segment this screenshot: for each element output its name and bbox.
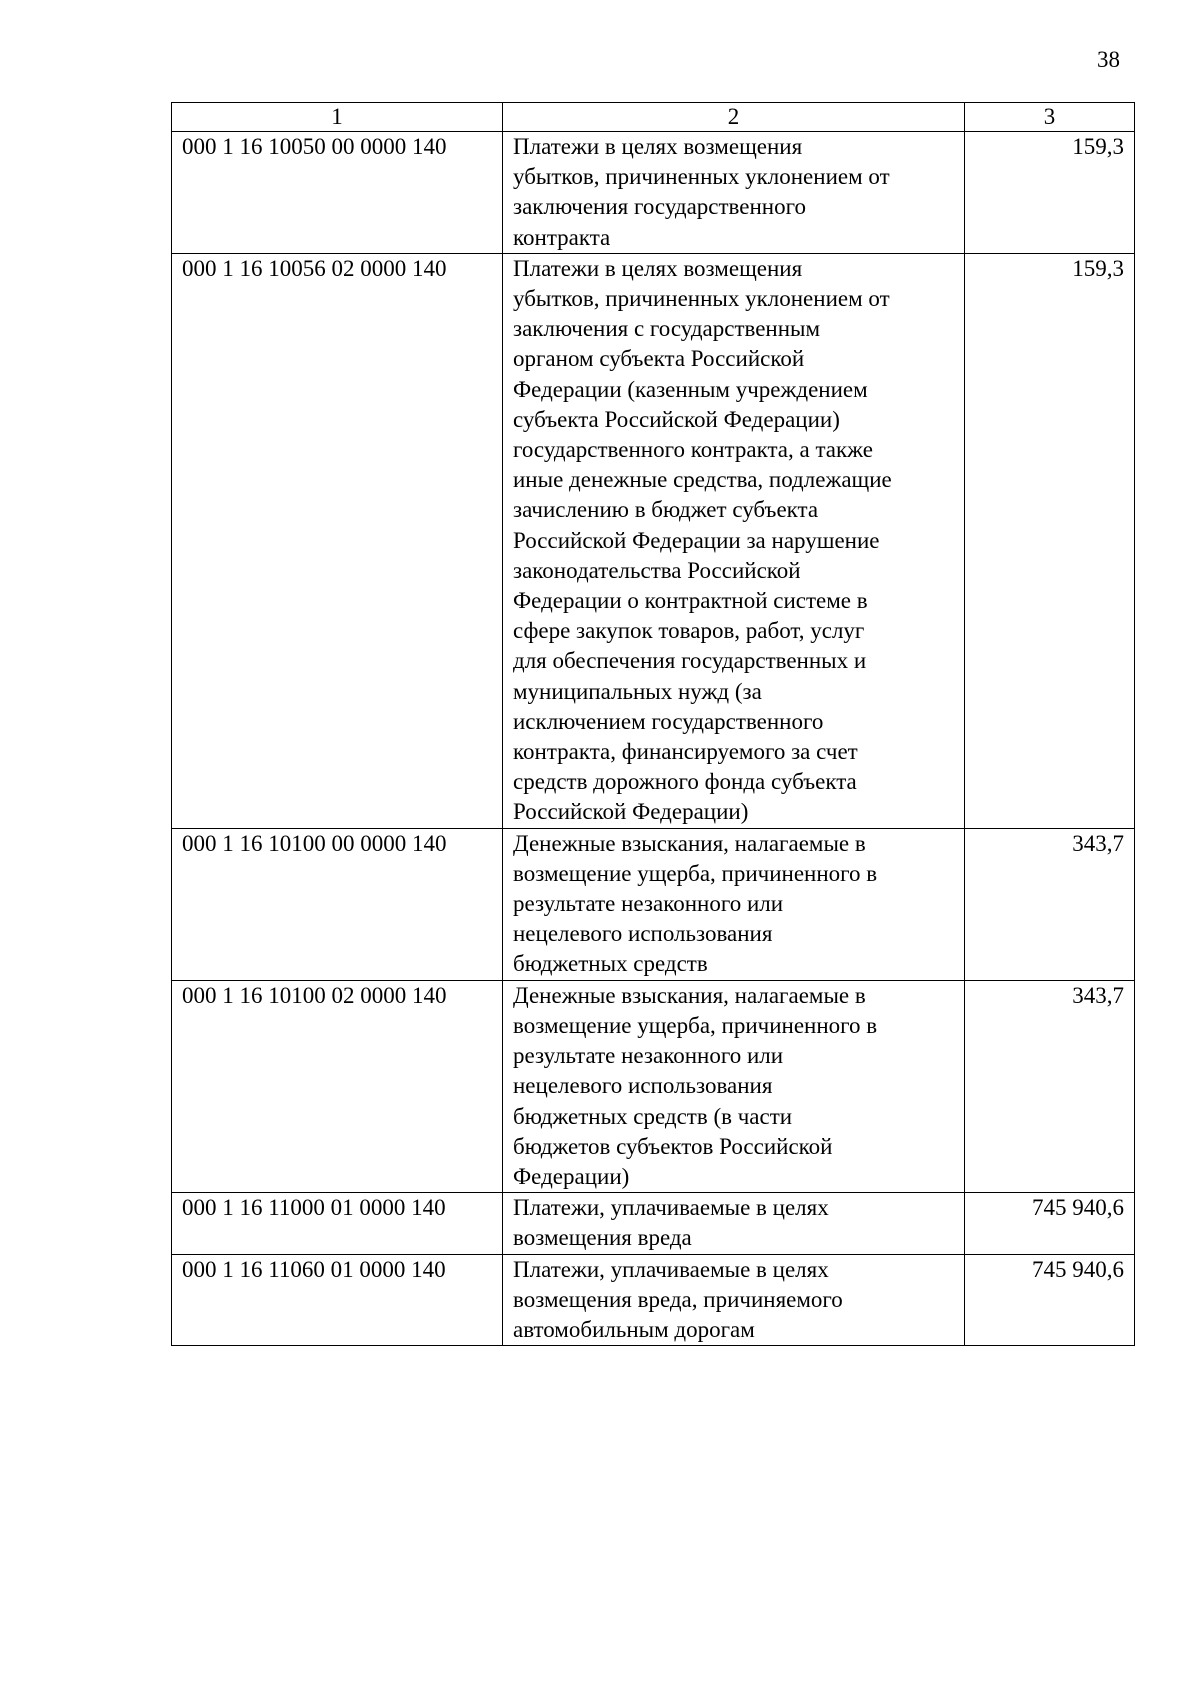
code-cell: 000 1 16 10100 02 0000 140 bbox=[172, 980, 503, 1192]
description-line: результате незаконного или bbox=[513, 1043, 784, 1069]
description-line: Платежи в целях возмещения bbox=[513, 255, 803, 281]
description-line: убытков, причиненных уклонением от bbox=[513, 286, 890, 312]
description-line: возмещение ущерба, причиненного в bbox=[513, 1012, 878, 1038]
table-row bbox=[172, 132, 1135, 254]
description-cell bbox=[503, 828, 965, 980]
amount-cell: 159,3 bbox=[965, 253, 1135, 828]
table-row bbox=[172, 828, 1135, 980]
header-column-2: 2 bbox=[503, 103, 965, 132]
description-line: контракта bbox=[513, 224, 611, 250]
description-line: сфере закупок товаров, работ, услуг bbox=[513, 618, 865, 644]
description-line: автомобильным дорогам bbox=[513, 1316, 755, 1342]
description-line: органом субъекта Российской bbox=[513, 346, 805, 372]
description-line: Федерации) bbox=[513, 1163, 630, 1189]
description-cell bbox=[503, 1193, 965, 1254]
description-line: исключением государственного bbox=[513, 708, 824, 734]
table-row bbox=[172, 253, 1135, 828]
description-line: возмещение ущерба, причиненного в bbox=[513, 860, 878, 886]
description-line: Денежные взыскания, налагаемые в bbox=[513, 830, 866, 856]
description-line: бюджетных средств (в части bbox=[513, 1103, 793, 1129]
header-row bbox=[172, 103, 1135, 132]
description-line: заключения с государственным bbox=[513, 316, 821, 342]
description-line: убытков, причиненных уклонением от bbox=[513, 164, 890, 190]
description-line: субъекта Российской Федерации) bbox=[513, 406, 840, 432]
description-line: Платежи, уплачиваемые в целях bbox=[513, 1256, 829, 1282]
description-line: Российской Федерации) bbox=[513, 799, 749, 825]
code-cell: 000 1 16 10050 00 0000 140 bbox=[172, 132, 503, 254]
description-line: бюджетов субъектов Российской bbox=[513, 1133, 833, 1159]
amount-cell: 745 940,6 bbox=[965, 1254, 1135, 1346]
description-line: нецелевого использования bbox=[513, 1073, 773, 1099]
description-line: бюджетных средств bbox=[513, 951, 708, 977]
amount-cell: 343,7 bbox=[965, 980, 1135, 1192]
amount-cell: 343,7 bbox=[965, 828, 1135, 980]
description-line: Федерации (казенным учреждением bbox=[513, 376, 868, 402]
amount-cell: 745 940,6 bbox=[965, 1193, 1135, 1254]
description-line: возмещения вреда bbox=[513, 1225, 692, 1251]
budget-table bbox=[171, 102, 1135, 1346]
code-cell: 000 1 16 10100 00 0000 140 bbox=[172, 828, 503, 980]
description-cell bbox=[503, 1254, 965, 1346]
description-line: иные денежные средства, подлежащие bbox=[513, 467, 892, 493]
header-column-1: 1 bbox=[172, 103, 503, 132]
description-line: Федерации о контрактной системе в bbox=[513, 588, 868, 614]
description-line: средств дорожного фонда субъекта bbox=[513, 769, 857, 795]
table-row bbox=[172, 980, 1135, 1192]
description-cell bbox=[503, 132, 965, 254]
table-row bbox=[172, 1254, 1135, 1346]
code-cell: 000 1 16 11000 01 0000 140 bbox=[172, 1193, 503, 1254]
description-cell bbox=[503, 253, 965, 828]
description-line: Денежные взыскания, налагаемые в bbox=[513, 982, 866, 1008]
description-line: зачислению в бюджет субъекта bbox=[513, 497, 819, 523]
description-line: возмещения вреда, причиняемого bbox=[513, 1286, 843, 1312]
header-column-3: 3 bbox=[965, 103, 1135, 132]
code-cell: 000 1 16 10056 02 0000 140 bbox=[172, 253, 503, 828]
page-number: 38 bbox=[1097, 47, 1120, 72]
description-line: законодательства Российской bbox=[513, 557, 801, 583]
amount-cell: 159,3 bbox=[965, 132, 1135, 254]
description-line: Платежи, уплачиваемые в целях bbox=[513, 1195, 829, 1221]
description-line: муниципальных нужд (за bbox=[513, 678, 762, 704]
code-cell: 000 1 16 11060 01 0000 140 bbox=[172, 1254, 503, 1346]
description-line: для обеспечения государственных и bbox=[513, 648, 867, 674]
description-line: результате незаконного или bbox=[513, 891, 784, 917]
description-line: государственного контракта, а также bbox=[513, 437, 873, 463]
description-line: контракта, финансируемого за счет bbox=[513, 739, 858, 765]
description-line: Платежи в целях возмещения bbox=[513, 134, 803, 159]
description-line: заключения государственного bbox=[513, 194, 806, 220]
description-line: Российской Федерации за нарушение bbox=[513, 527, 880, 553]
table-row bbox=[172, 1193, 1135, 1254]
table-body bbox=[172, 132, 1135, 1346]
description-cell bbox=[503, 980, 965, 1192]
description-line: нецелевого использования bbox=[513, 921, 773, 947]
